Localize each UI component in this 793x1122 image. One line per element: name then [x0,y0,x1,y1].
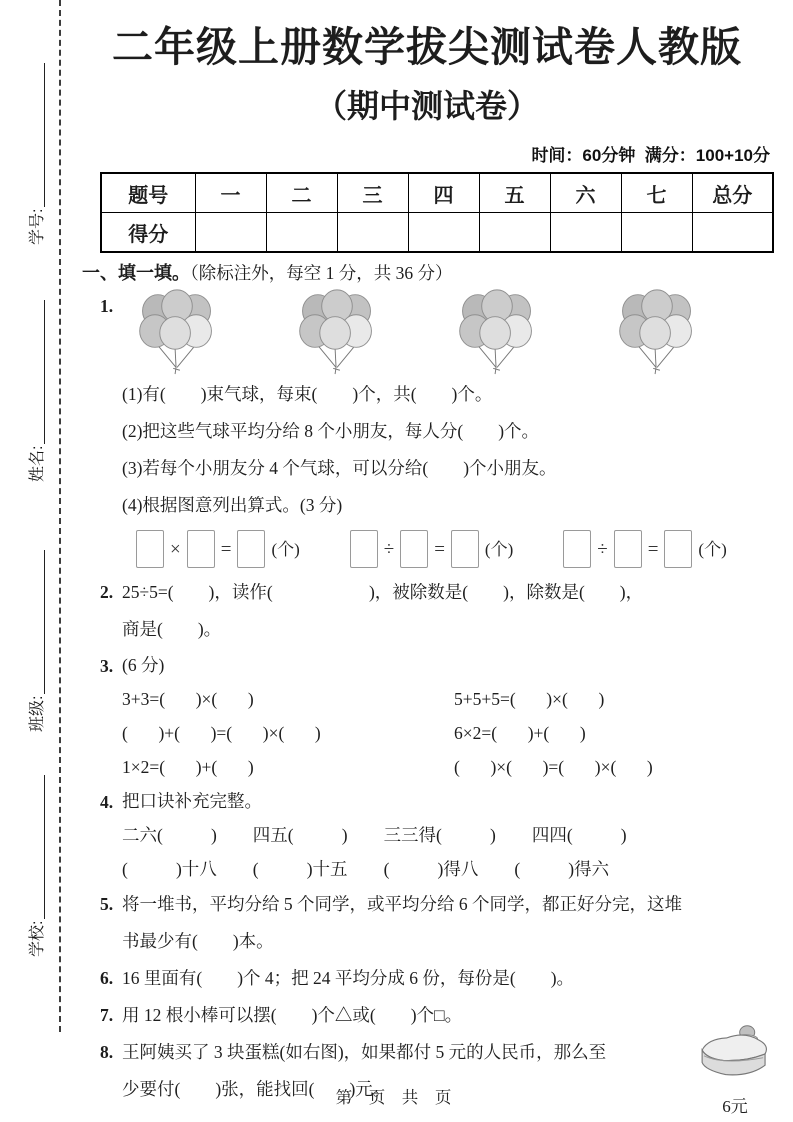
answer-box [664,530,692,568]
main-content [82,0,772,1117]
question-2-number: 2. [100,582,114,603]
q4-instruction: 把口诀补充完整。 [122,791,262,812]
q4-item: 二六( ) [122,825,217,846]
section-1-heading [82,260,772,286]
time-score-info: 时间：60分钟 满分：100+10分 [531,146,770,166]
q8-line-2: 少要付( )张，能找回( )元。 [122,1079,391,1100]
q2-line-1: 25÷5=( )，读作( )，被除数是( )，除数是( )， [122,582,644,603]
q1-equation-row [136,524,772,574]
division-equation-1 [350,530,513,568]
q3-cell-5: 1×2=( )+( ) [122,757,254,778]
operator: ÷ [597,538,608,560]
name-label: 姓名: [29,445,46,482]
question-3 [82,648,772,784]
section-1-title: 一、填一填。 [82,263,190,284]
answer-box [350,530,378,568]
equals-sign: = [434,538,445,560]
q3-cell-3: ( )+( )=( )×( ) [122,723,321,744]
answer-box [136,530,164,568]
header-cell-6: 六 [550,173,621,213]
q3-points: (6 分) [122,655,165,676]
q4-item: 四五( ) [252,825,348,846]
score-table-header-row [101,173,773,213]
page-title: 二年级上册数学拔尖测试卷人教版 [112,24,742,70]
student-number-label: 学号: [29,208,46,245]
unit-label: (个) [271,539,300,559]
balloon-figure-row [128,288,772,376]
cake-price-label: 6元 [722,1097,748,1117]
school-blank-line [44,775,45,919]
q1-sub-3: (3)若每个小朋友分 4 个气球，可以分给( )个小朋友。 [122,458,557,479]
score-cell [337,213,408,253]
q5-line-2: 书最少有( )本。 [122,931,274,952]
score-cell [621,213,692,253]
class-blank-line [44,550,45,694]
question-4 [82,784,772,886]
question-5 [82,886,772,960]
answer-box [614,530,642,568]
header-cell-5: 五 [479,173,550,213]
student-number-blank-line [44,63,45,207]
header-cell-total: 总分 [692,173,773,213]
score-cell [266,213,337,253]
page-footer: 第 页 共 页 [335,1089,458,1107]
q4-item: ( )十八 [122,859,217,880]
question-6-number: 6. [100,968,114,989]
q4-item: 四四( ) [531,825,627,846]
dashed-cut-line [59,0,61,1032]
name-field [26,300,48,482]
question-1-number: 1. [100,296,114,317]
q4-item: ( )十五 [252,859,348,880]
score-cell [479,213,550,253]
question-5-number: 5. [100,894,114,915]
header-cell-2: 二 [266,173,337,213]
answer-box [237,530,265,568]
unit-label: (个) [484,539,514,559]
q4-row-2 [122,852,772,886]
school-field [26,775,48,957]
q4-row-1 [122,818,772,852]
balloon-bunch-icon [128,288,226,376]
equals-sign: = [220,538,232,560]
question-1 [82,288,772,574]
name-blank-line [44,300,45,444]
division-equation-2 [563,530,726,568]
operator: × [170,538,181,560]
score-cell [550,213,621,253]
operator: ÷ [383,538,395,560]
class-label: 班级: [29,695,46,732]
q1-sub-1: (1)有( )束气球，每束( )个，共( )个。 [122,384,493,405]
q4-item: ( )得六 [514,859,610,880]
balloon-bunch-icon [288,288,386,376]
q5-line-1: 将一堆书，平均分给 5 个同学，或平均分给 6 个同学，都正好分完，这堆 [122,894,682,915]
unit-label: (个) [698,539,727,559]
question-8-number: 8. [100,1042,114,1063]
question-6 [82,960,772,997]
score-cell [692,213,773,253]
balloon-bunch-icon [608,288,706,376]
balloon-bunch-icon [448,288,546,376]
score-table-score-row [101,213,773,253]
q7-line-1: 用 12 根小棒可以摆( )个△或( )个□。 [122,1005,463,1026]
answer-box [451,530,479,568]
score-cell [195,213,266,253]
q3-cell-4: 6×2=( )+( ) [454,723,586,744]
question-3-number: 3. [100,656,114,677]
q4-item: 三三得( ) [383,825,496,846]
header-cell-4: 四 [408,173,479,213]
q6-line-1: 16 里面有( )个 4；把 24 平均分成 6 份，每份是( )。 [122,968,575,989]
question-7 [82,997,772,1034]
q3-cell-1: 3+3=( )×( ) [122,689,254,710]
header-cell-7: 七 [621,173,692,213]
student-number-field [26,63,48,245]
multiplication-equation [136,530,300,568]
q8-line-1: 王阿姨买了 3 块蛋糕(如右图)，如果都付 5 元的人民币，那么至 [122,1042,607,1063]
section-1-points: （除标注外，每空 1 分，共 36 分） [190,263,453,284]
school-label: 学校: [29,920,46,957]
q3-cell-2: 5+5+5=( )×( ) [454,689,605,710]
class-field [26,550,48,732]
page-subtitle: （期中测试卷） [314,88,539,125]
header-cell-1: 一 [195,173,266,213]
cake-icon [695,1022,775,1084]
q1-sub-2: (2)把这些气球平均分给 8 个小朋友，每人分( )个。 [122,421,540,442]
question-4-number: 4. [100,792,114,813]
q3-equations-grid [122,682,772,784]
answer-box [400,530,428,568]
header-cell-3: 三 [337,173,408,213]
answer-box [563,530,591,568]
question-7-number: 7. [100,1005,114,1026]
question-2 [82,574,772,648]
score-cell [408,213,479,253]
score-row-label: 得分 [101,213,195,253]
q1-sub-4: (4)根据图意列出算式。(3 分) [122,495,343,516]
equals-sign: = [647,538,659,560]
q4-item: ( )得八 [383,859,479,880]
answer-box [187,530,215,568]
score-table [100,172,774,253]
header-cell-timu: 题号 [101,173,195,213]
q2-line-2: 商是( )。 [122,619,222,640]
q3-cell-6: ( )×( )=( )×( ) [454,757,653,778]
